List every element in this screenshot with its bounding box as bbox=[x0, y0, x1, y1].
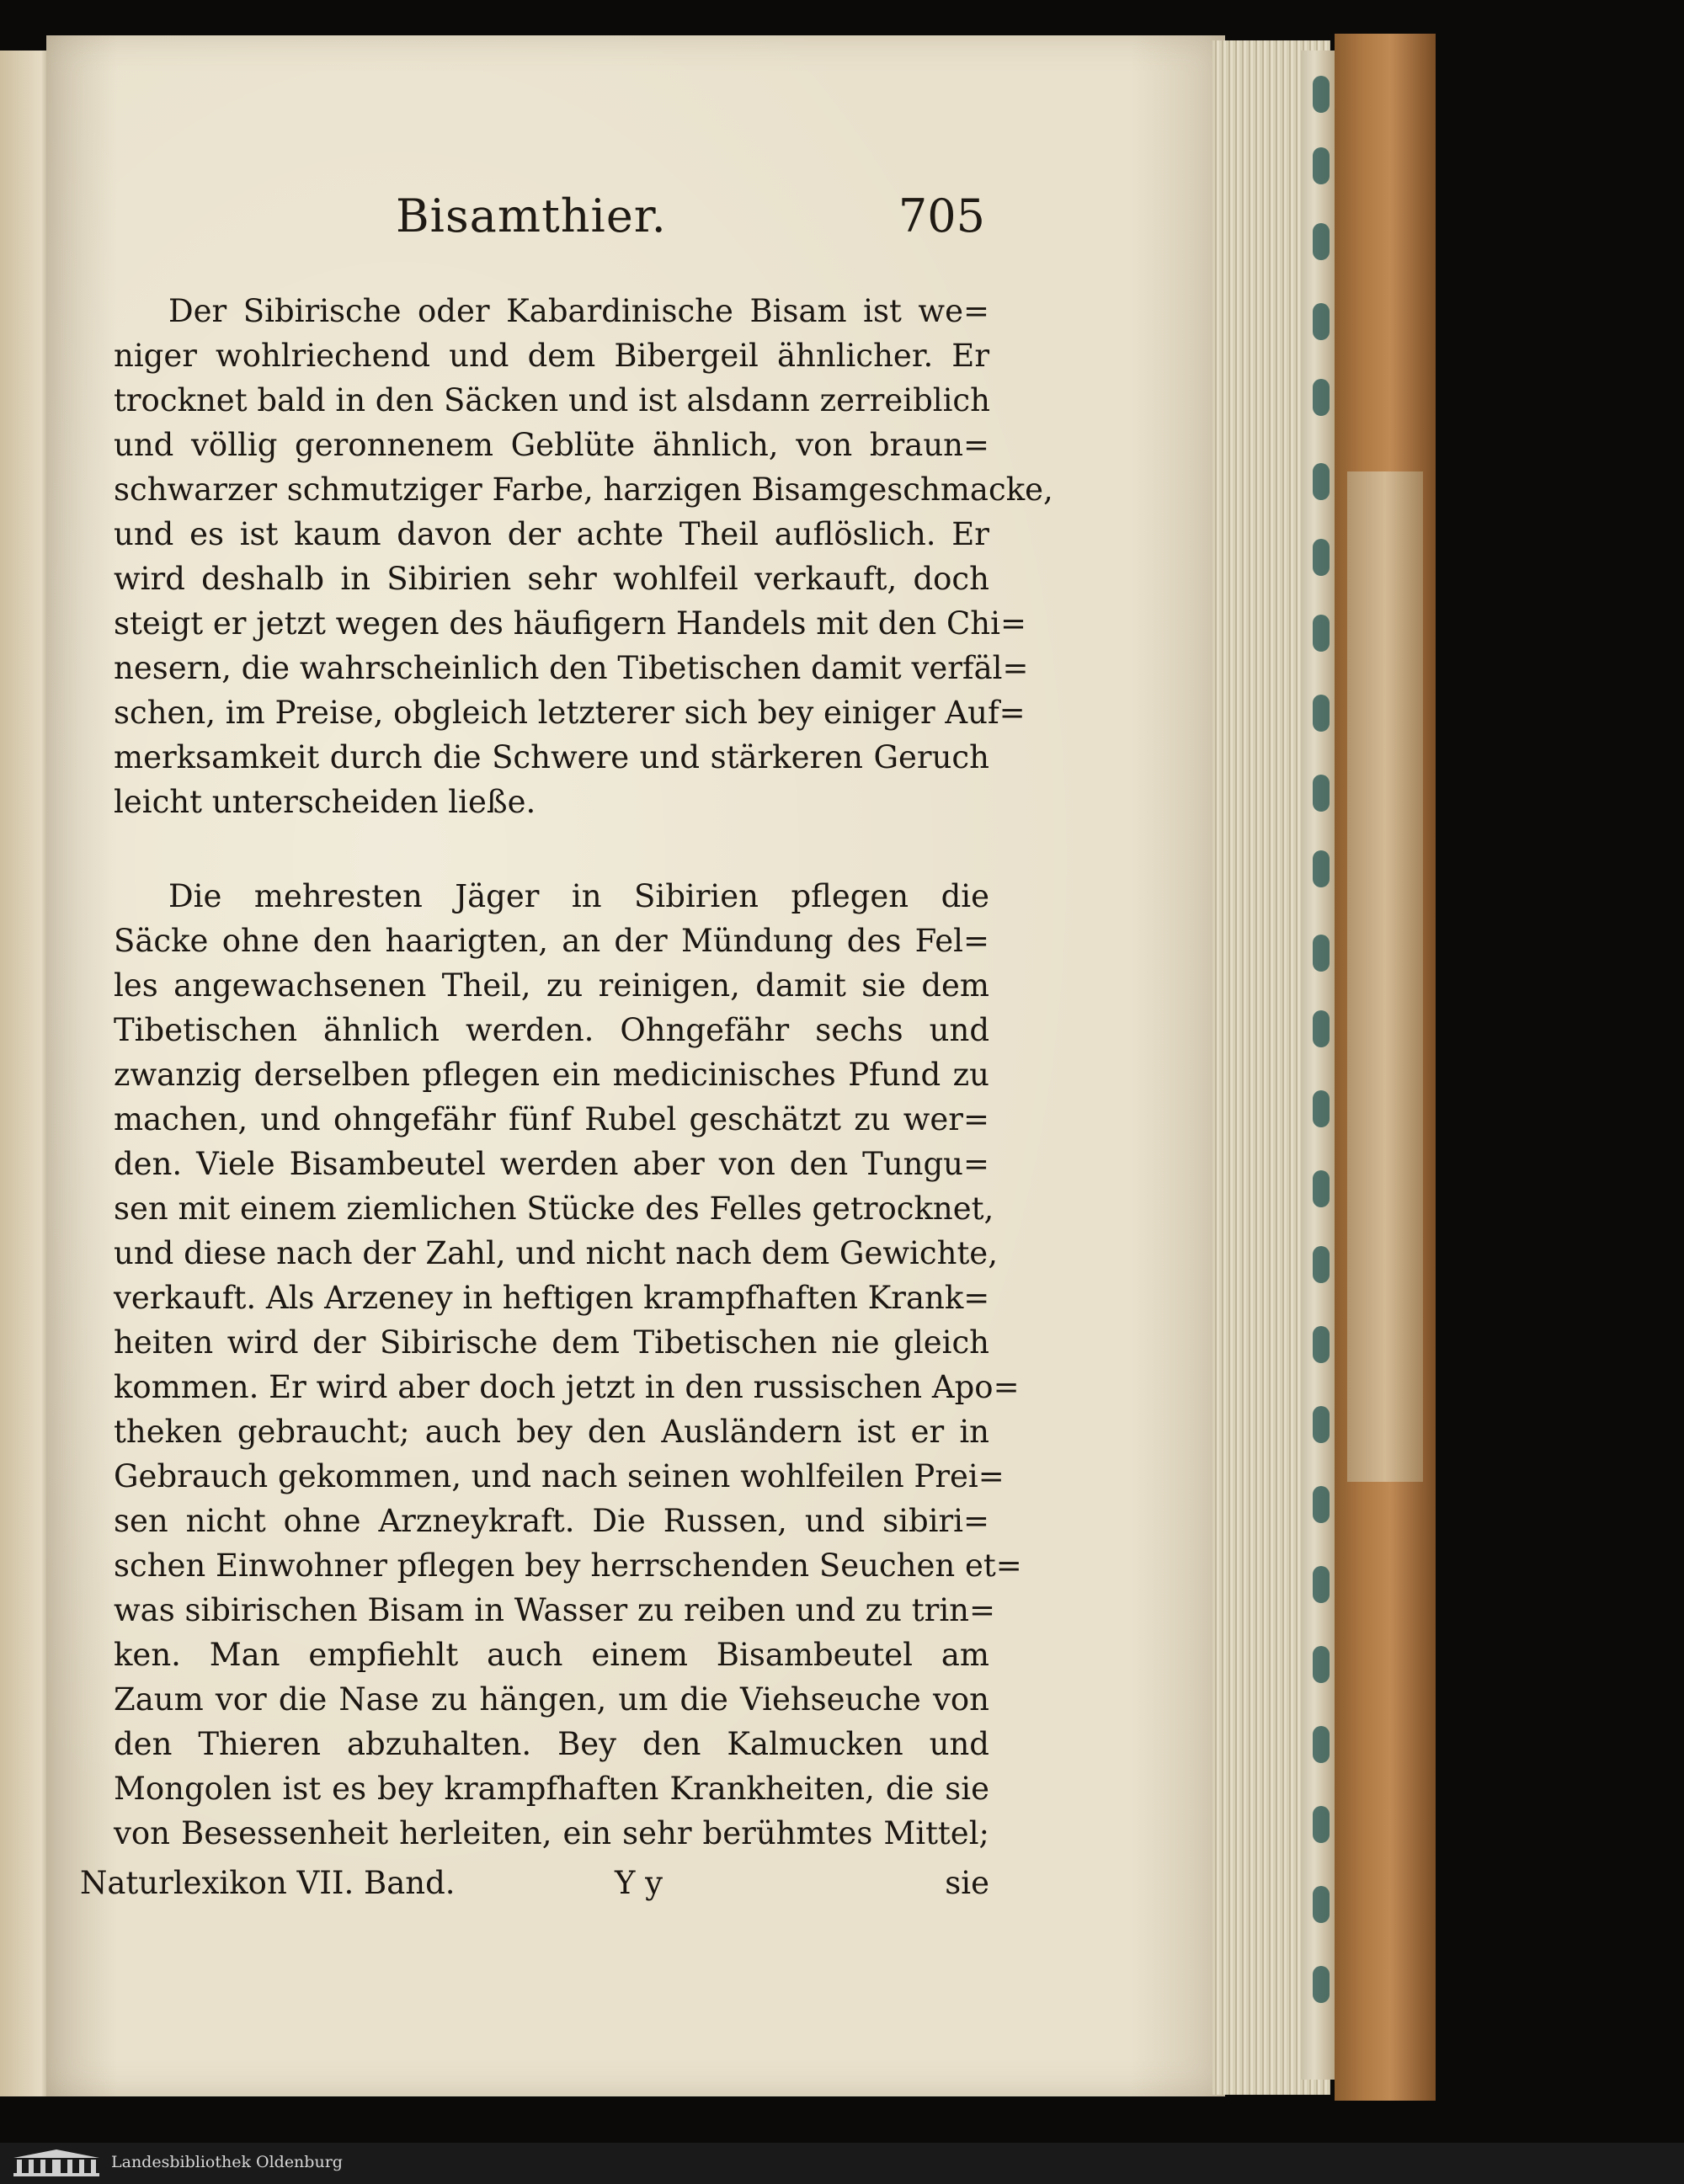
text-line: Der Sibirische oder Kabardinische Bisam ist we= bbox=[168, 293, 989, 329]
text-line: Säcke ohne den haarigten, an der Mündung des Fel= bbox=[114, 923, 989, 959]
text-line: niger wohlriechend und dem Bibergeil ähnlicher. Er bbox=[114, 338, 989, 374]
text-line: von Besessenheit herleiten, ein sehr berühmtes Mittel; bbox=[114, 1815, 989, 1851]
text-line: wird deshalb in Sibirien sehr wohlfeil verkauft, doch bbox=[114, 561, 989, 597]
library-bar bbox=[0, 2143, 1684, 2184]
text-line: Gebrauch gekommen, und nach seinen wohlfeilen Prei= bbox=[114, 1458, 1005, 1494]
text-line: schen Einwohner pflegen bey herrschenden Seuchen et= bbox=[114, 1547, 1022, 1584]
text-line: den Thieren abzuhalten. Bey den Kalmucken und bbox=[114, 1726, 989, 1762]
text-line: Die mehresten Jäger in Sibirien pflegen die bbox=[168, 878, 989, 914]
running-head bbox=[396, 189, 985, 257]
text-line: sen mit einem ziemlichen Stücke des Felles getrocknet, bbox=[114, 1191, 994, 1227]
page-footer bbox=[80, 1865, 989, 1911]
text-line: und völlig geronnenem Geblüte ähnlich, von braun= bbox=[114, 427, 989, 463]
signature-mark: Y y bbox=[615, 1865, 663, 1901]
text-line: nesern, die wahrscheinlich den Tibetischen damit verfäl= bbox=[114, 650, 1029, 686]
text-line: les angewachsenen Theil, zu reinigen, damit sie dem bbox=[114, 967, 989, 1004]
text-line: schwarzer schmutziger Farbe, harzigen Bisamgeschmacke, bbox=[114, 471, 1053, 508]
library-name: Landesbibliothek Oldenburg bbox=[111, 2153, 343, 2171]
text-line: zwanzig derselben pflegen ein medicinisches Pfund zu bbox=[114, 1057, 989, 1093]
page-title: Bisamthier. bbox=[396, 189, 667, 242]
text-line: Zaum vor die Nase zu hängen, um die Viehseuche von bbox=[114, 1681, 989, 1718]
text-line: ken. Man empfiehlt auch einem Bisambeutel am bbox=[114, 1637, 989, 1673]
page-number: 705 bbox=[898, 189, 985, 242]
library-building-icon bbox=[10, 2148, 103, 2178]
text-line: den. Viele Bisambeutel werden aber von den Tungu= bbox=[114, 1146, 989, 1182]
catchword: sie bbox=[945, 1865, 989, 1901]
text-line: steigt er jetzt wegen des häufigern Handels mit den Chi= bbox=[114, 605, 1026, 642]
signature-title: Naturlexikon VII. Band. bbox=[80, 1865, 456, 1901]
text-line: Tibetischen ähnlich werden. Ohngefähr sechs und bbox=[114, 1012, 989, 1048]
sprinkled-edge-pattern bbox=[1309, 67, 1333, 2071]
text-line: merksamkeit durch die Schwere und stärkeren Geruch bbox=[114, 739, 989, 775]
text-line: leicht unterscheiden ließe. bbox=[114, 784, 536, 820]
text-line: Mongolen ist es bey krampfhaften Krankheiten, die sie bbox=[114, 1771, 989, 1807]
text-line: machen, und ohngefähr fünf Rubel geschätzt zu wer= bbox=[114, 1101, 989, 1137]
cover-lining bbox=[1347, 471, 1423, 1482]
text-line: theken gebraucht; auch bey den Ausländern ist er in bbox=[114, 1414, 989, 1450]
text-line: und es ist kaum davon der achte Theil auflöslich. Er bbox=[114, 516, 989, 552]
text-line: was sibirischen Bisam in Wasser zu reiben und zu trin= bbox=[114, 1592, 995, 1628]
text-line: und diese nach der Zahl, und nicht nach dem Gewichte, bbox=[114, 1235, 998, 1271]
text-line: schen, im Preise, obgleich letzterer sich bey einiger Auf= bbox=[114, 695, 1026, 731]
text-line: heiten wird der Sibirische dem Tibetischen nie gleich bbox=[114, 1324, 989, 1361]
text-line: trocknet bald in den Säcken und ist alsdann zerreiblich bbox=[114, 382, 990, 418]
text-line: sen nicht ohne Arzneykraft. Die Russen, und sibiri= bbox=[114, 1503, 989, 1539]
text-line: kommen. Er wird aber doch jetzt in den russischen Apo= bbox=[114, 1369, 1020, 1405]
text-line: verkauft. Als Arzeney in heftigen krampfhaften Krank= bbox=[114, 1280, 990, 1316]
